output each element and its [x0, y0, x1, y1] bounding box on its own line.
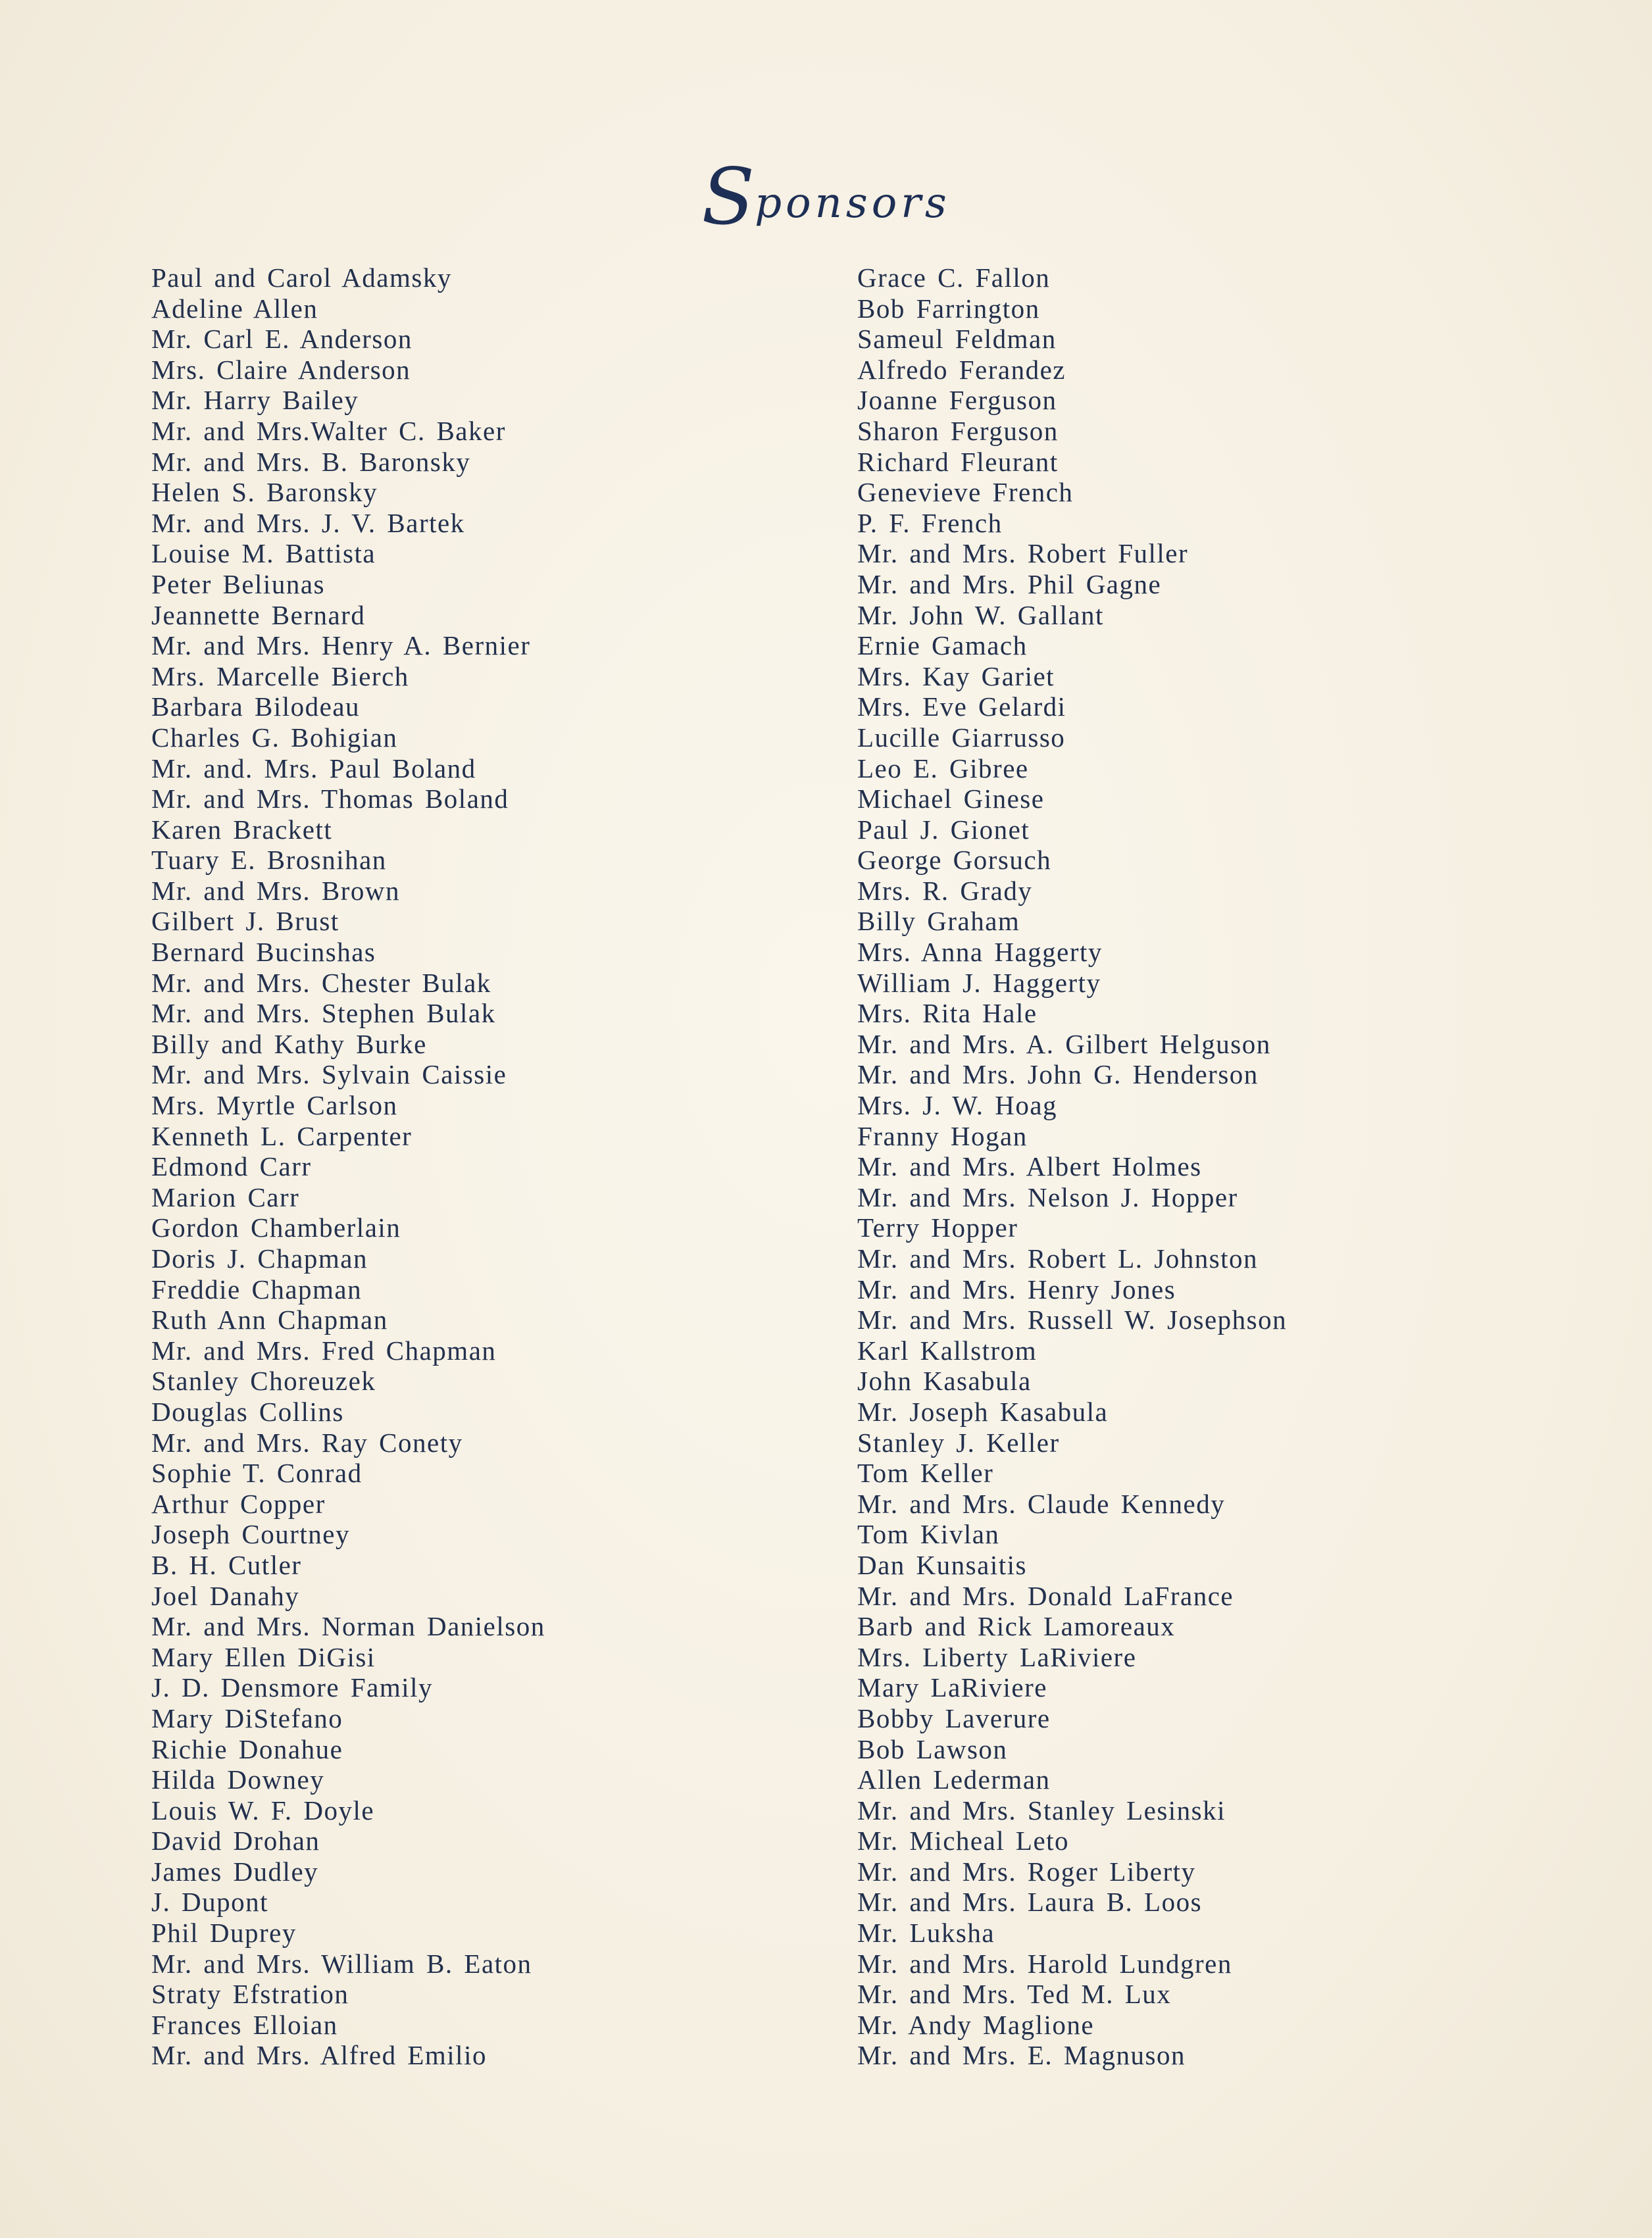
- sponsor-name: Grace C. Fallon: [857, 262, 1051, 293]
- sponsor-name: Paul and Carol Adamsky: [151, 262, 452, 293]
- sponsor-name: Mr. Andy Maglione: [857, 2009, 1095, 2040]
- sponsor-name: Ruth Ann Chapman: [151, 1305, 388, 1335]
- sponsor-name: Bob Farrington: [857, 293, 1040, 324]
- sponsor-name: Straty Efstration: [151, 1979, 349, 2010]
- sponsor-name: Mr. and Mrs. A. Gilbert Helguson: [857, 1028, 1271, 1059]
- sponsor-name: Mr. and Mrs. Nelson J. Hopper: [857, 1181, 1238, 1212]
- title-initial: S: [701, 151, 755, 242]
- sponsor-name: Lucille Giarrusso: [857, 722, 1066, 753]
- sponsor-name: Mr. and Mrs. Harold Lundgren: [857, 1948, 1232, 1979]
- sponsor-name: Phil Duprey: [151, 1918, 297, 1949]
- sponsor-name: Mr. and Mrs. Phil Gagne: [857, 568, 1162, 599]
- sponsor-name: Mr. and Mrs. Sylvain Caissie: [151, 1059, 507, 1090]
- sponsor-name: Mr. and Mrs. Albert Holmes: [857, 1151, 1202, 1182]
- sponsor-name: Mrs. Liberty LaRiviere: [857, 1641, 1137, 1672]
- sponsor-name: Mr. and Mrs. Stanley Lesinski: [857, 1795, 1226, 1826]
- sponsor-name: Sophie T. Conrad: [151, 1458, 363, 1489]
- sponsor-name: Billy and Kathy Burke: [151, 1028, 427, 1059]
- sponsor-name: Mr. and Mrs. Thomas Boland: [151, 783, 509, 814]
- sponsor-name: Barb and Rick Lamoreaux: [857, 1611, 1176, 1642]
- sponsor-name: Joanne Ferguson: [857, 385, 1057, 416]
- sponsor-name: Ernie Gamach: [857, 630, 1028, 661]
- sponsor-name: Mr. and Mrs. E. Magnuson: [857, 2040, 1186, 2071]
- sponsor-name: J. D. Densmore Family: [151, 1672, 433, 1703]
- sponsor-name: Stanley Choreuzek: [151, 1366, 376, 1397]
- sponsor-name: Tom Keller: [857, 1458, 994, 1489]
- sponsor-name: Mr. and. Mrs. Paul Boland: [151, 753, 476, 783]
- sponsor-name: John Kasabula: [857, 1366, 1032, 1397]
- sponsor-name: Arthur Copper: [151, 1488, 326, 1519]
- sponsor-name: Marion Carr: [151, 1181, 300, 1212]
- sponsor-name: Mr. Carl E. Anderson: [151, 324, 413, 355]
- sponsor-name: Mr. and Mrs. Donald LaFrance: [857, 1580, 1234, 1611]
- sponsor-name: Mrs. Myrtle Carlson: [151, 1090, 398, 1121]
- sponsor-name: Mr. and Mrs. John G. Henderson: [857, 1059, 1259, 1090]
- sponsor-name: Mr. and Mrs. Henry Jones: [857, 1274, 1176, 1305]
- sponsor-name: Alfredo Ferandez: [857, 354, 1066, 385]
- sponsor-name: Jeannette Bernard: [151, 599, 366, 630]
- sponsor-list-right: [857, 262, 1614, 2071]
- sponsor-name: Karl Kallstrom: [857, 1335, 1038, 1366]
- sponsor-name: Billy Graham: [857, 906, 1020, 937]
- sponsor-name: Bob Lawson: [857, 1733, 1008, 1764]
- sponsor-name: James Dudley: [151, 1856, 319, 1887]
- sponsor-name: Joel Danahy: [151, 1580, 300, 1611]
- sponsor-name: George Gorsuch: [857, 845, 1052, 876]
- sponsor-name: Mary LaRiviere: [857, 1672, 1047, 1703]
- sponsor-name: Charles G. Bohigian: [151, 722, 398, 753]
- sponsor-name: Mr. and Mrs. Roger Liberty: [857, 1856, 1196, 1887]
- sponsor-name: David Drohan: [151, 1826, 320, 1856]
- sponsor-name: Tom Kivlan: [857, 1519, 1000, 1550]
- sponsor-name: Allen Lederman: [857, 1764, 1051, 1795]
- sponsor-name: Mr. and Mrs. Robert Fuller: [857, 538, 1189, 569]
- sponsor-name: Paul J. Gionet: [857, 814, 1030, 845]
- sponsor-name: Mr. Luksha: [857, 1918, 995, 1949]
- sponsor-name: Mr. and Mrs. Norman Danielson: [151, 1611, 545, 1642]
- sponsor-name: Mr. and Mrs. Ray Conety: [151, 1427, 463, 1458]
- sponsor-name: Mr. and Mrs. Brown: [151, 875, 400, 906]
- sponsor-name: Mrs. Kay Gariet: [857, 660, 1055, 691]
- title-rest: ponsors: [755, 179, 951, 228]
- sponsor-name: Bernard Bucinshas: [151, 937, 376, 968]
- sponsor-name: Mr. and Mrs. Chester Bulak: [151, 967, 491, 998]
- sponsor-name: Mrs. R. Grady: [857, 875, 1033, 906]
- sponsor-name: Mrs. J. W. Hoag: [857, 1090, 1058, 1121]
- sponsor-name: Mrs. Rita Hale: [857, 998, 1038, 1029]
- sponsor-name: Stanley J. Keller: [857, 1427, 1060, 1458]
- sponsor-name: Leo E. Gibree: [857, 753, 1029, 783]
- sponsor-name: Mr. and Mrs. Laura B. Loos: [857, 1887, 1203, 1918]
- sponsor-name: Tuary E. Brosnihan: [151, 845, 387, 876]
- sponsor-name: Mrs. Anna Haggerty: [857, 937, 1103, 968]
- sponsor-name: Mr. and Mrs. Stephen Bulak: [151, 998, 496, 1029]
- sponsor-name: Louise M. Battista: [151, 538, 376, 569]
- sponsor-name: Douglas Collins: [151, 1396, 344, 1427]
- sponsor-name: Joseph Courtney: [151, 1519, 350, 1550]
- sponsor-name: William J. Haggerty: [857, 967, 1101, 998]
- sponsor-name: Mrs. Marcelle Bierch: [151, 660, 409, 691]
- sponsor-name: Mr. and Mrs. Russell W. Josephson: [857, 1305, 1288, 1335]
- sponsor-name: Peter Beliunas: [151, 568, 325, 599]
- sponsor-name: Sameul Feldman: [857, 324, 1057, 355]
- sponsor-name: Richard Fleurant: [857, 446, 1059, 477]
- sponsor-name: Mr. and Mrs. Alfred Emilio: [151, 2040, 487, 2071]
- sponsor-name: Genevieve French: [857, 477, 1074, 508]
- sponsor-name: Doris J. Chapman: [151, 1243, 368, 1274]
- sponsor-name: Gilbert J. Brust: [151, 906, 339, 937]
- sponsor-name: Adeline Allen: [151, 293, 318, 324]
- sponsor-name: Mr. and Mrs. William B. Eaton: [151, 1948, 532, 1979]
- sponsor-name: Helen S. Baronsky: [151, 477, 378, 508]
- sponsor-name: Franny Hogan: [857, 1120, 1028, 1151]
- sponsor-name: J. Dupont: [151, 1887, 268, 1918]
- sponsor-name: Mr. and Mrs. J. V. Bartek: [151, 507, 465, 538]
- sponsor-name: Mr. and Mrs. Claude Kennedy: [857, 1488, 1226, 1519]
- sponsor-name: Mr. Harry Bailey: [151, 385, 359, 416]
- sponsor-name: Mr. and Mrs.Walter C. Baker: [151, 415, 506, 446]
- sponsor-name: Louis W. F. Doyle: [151, 1795, 375, 1826]
- sponsor-name: Mr. and Mrs. Fred Chapman: [151, 1335, 497, 1366]
- sponsor-name: Mr. and Mrs. Henry A. Bernier: [151, 630, 531, 661]
- page-title: [0, 145, 1652, 242]
- sponsor-name: Bobby Laverure: [857, 1703, 1051, 1733]
- sponsor-list-left: [151, 262, 809, 2071]
- sponsor-name: Mr. Joseph Kasabula: [857, 1396, 1109, 1427]
- sponsor-name: Michael Ginese: [857, 783, 1045, 814]
- sponsor-name: Mr. John W. Gallant: [857, 599, 1104, 630]
- sponsor-name: Hilda Downey: [151, 1764, 325, 1795]
- sponsor-name: Mr. Micheal Leto: [857, 1826, 1070, 1856]
- sponsor-name: B. H. Cutler: [151, 1549, 302, 1580]
- sponsor-name: Mr. and Mrs. Ted M. Lux: [857, 1979, 1172, 2010]
- sponsor-name: Terry Hopper: [857, 1212, 1018, 1243]
- sponsor-name: Richie Donahue: [151, 1733, 343, 1764]
- sponsor-name: P. F. French: [857, 507, 1003, 538]
- sponsor-name: Freddie Chapman: [151, 1274, 363, 1305]
- sponsor-name: Sharon Ferguson: [857, 415, 1059, 446]
- sponsor-name: Frances Elloian: [151, 2009, 338, 2040]
- sponsor-name: Edmond Carr: [151, 1151, 312, 1182]
- sponsor-name: Gordon Chamberlain: [151, 1212, 401, 1243]
- sponsor-name: Kenneth L. Carpenter: [151, 1120, 413, 1151]
- sponsor-name: Mary DiStefano: [151, 1703, 343, 1733]
- sponsor-name: Mr. and Mrs. B. Baronsky: [151, 446, 471, 477]
- sponsor-name: Mary Ellen DiGisi: [151, 1641, 376, 1672]
- sponsor-name: Karen Brackett: [151, 814, 333, 845]
- sponsor-name: Barbara Bilodeau: [151, 691, 361, 722]
- sponsor-name: Mrs. Claire Anderson: [151, 354, 411, 385]
- sponsor-name: Dan Kunsaitis: [857, 1549, 1027, 1580]
- sponsor-name: Mr. and Mrs. Robert L. Johnston: [857, 1243, 1259, 1274]
- sponsor-name: Mrs. Eve Gelardi: [857, 691, 1066, 722]
